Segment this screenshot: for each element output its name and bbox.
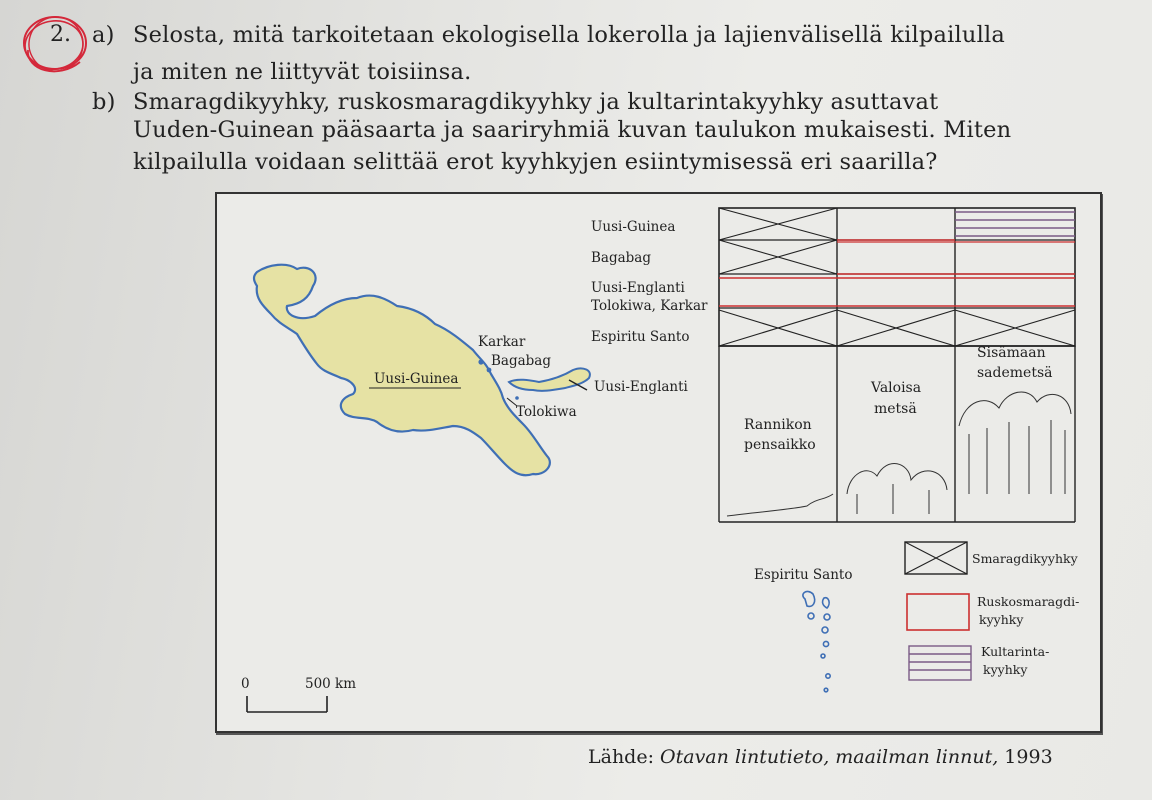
figure-drawing bbox=[217, 194, 1100, 731]
part-b-line-2: Uuden-Guinean pääsaarta ja saariryhmiä kuvan taulukon mukaisesti. Miten bbox=[133, 117, 1012, 143]
part-b-marker: b) bbox=[92, 89, 116, 115]
question-number: 2. bbox=[50, 22, 71, 47]
row-label-uusi-englanti: Uusi-Englanti bbox=[591, 280, 685, 296]
map-label-karkar: Karkar bbox=[478, 334, 526, 350]
legend-smaragdi: Smaragdikyyhky bbox=[972, 551, 1078, 566]
map-label-bagabag: Bagabag bbox=[491, 353, 551, 369]
part-a-line-2: ja miten ne liittyvät toisiinsa. bbox=[133, 59, 472, 85]
habitat-light-line-2: metsä bbox=[874, 401, 917, 417]
scale-bar bbox=[247, 696, 327, 712]
map-label-espiritu-santo: Espiritu Santo bbox=[754, 567, 853, 583]
rainforest-sketch bbox=[959, 392, 1071, 494]
row-label-bagabag: Bagabag bbox=[591, 250, 651, 266]
row-label-espiritu-santo: Espiritu Santo bbox=[591, 329, 690, 345]
map-label-uusi-guinea: Uusi-Guinea bbox=[374, 371, 459, 387]
light-forest-sketch bbox=[847, 464, 947, 514]
legend-symbols bbox=[905, 542, 971, 680]
source-year: 1993 bbox=[998, 746, 1053, 768]
part-b-line-1: Smaragdikyyhky, ruskosmaragdikyyhky ja kultarintakyyhky asuttavat bbox=[133, 89, 939, 115]
row-label-uusi-guinea: Uusi-Guinea bbox=[591, 219, 676, 235]
new-guinea-map bbox=[254, 265, 550, 476]
karkar-island bbox=[478, 359, 483, 364]
tolokiwa-island bbox=[515, 396, 519, 400]
habitat-inland-line-2: sademetsä bbox=[977, 365, 1053, 381]
habitat-inland-line-1: Sisämaan bbox=[977, 345, 1046, 361]
legend-kulta-line-1: Kultarinta- bbox=[981, 644, 1050, 659]
row-label-tolokiwa-karkar: Tolokiwa, Karkar bbox=[591, 298, 708, 314]
habitat-coast-line-2: pensaikko bbox=[744, 437, 816, 453]
figure-panel bbox=[215, 192, 1102, 733]
part-b-line-3: kilpailulla voidaan selittää erot kyyhkyjen esiintymisessä eri saarilla? bbox=[133, 149, 938, 175]
coast-shrub-sketch bbox=[727, 494, 833, 516]
source-citation bbox=[588, 746, 1053, 768]
habitat-coast-line-1: Rannikon bbox=[744, 417, 812, 433]
source-prefix: Lähde: bbox=[588, 746, 661, 768]
map-label-tolokiwa: Tolokiwa bbox=[516, 404, 577, 420]
scale-zero: 0 bbox=[241, 676, 250, 692]
espiritu-santo-islands bbox=[803, 591, 830, 691]
scale-label: 500 km bbox=[305, 676, 357, 692]
part-a-line-1: Selosta, mitä tarkoitetaan ekologisella lokerolla ja lajienvälisellä kilpailulla bbox=[133, 22, 1005, 48]
legend-kulta-line-2: kyyhky bbox=[983, 662, 1028, 677]
uusi-englanti-island bbox=[509, 368, 590, 390]
part-a-marker: a) bbox=[92, 22, 115, 48]
legend-rusko-line-1: Ruskosmaragdi- bbox=[977, 594, 1080, 609]
map-label-uusi-englanti: Uusi-Englanti bbox=[594, 379, 688, 395]
source-title: Otavan lintutieto, maailman linnut, bbox=[660, 746, 999, 768]
legend-rusko-line-2: kyyhky bbox=[979, 612, 1024, 627]
habitat-light-line-1: Valoisa bbox=[871, 380, 922, 396]
